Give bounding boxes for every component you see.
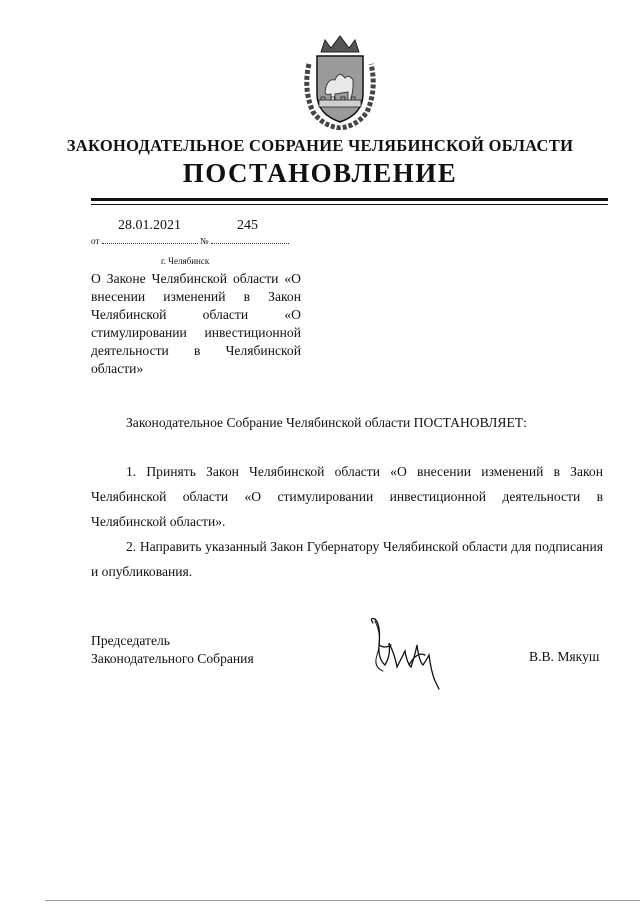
signatory-position-line1: Председатель	[91, 633, 170, 648]
signatory-position	[91, 632, 254, 668]
coat-of-arms-emblem	[299, 34, 381, 130]
date-fill-line	[102, 235, 198, 244]
document-subject: О Законе Челябинской области «О внесении изменений в Закон Челябинской области «О стимулировании инвестиционной деятельности в Челябинской области»	[91, 271, 301, 376]
date-number-line	[91, 235, 289, 246]
preamble-text: Законодательное Собрание Челябинской области ПОСТАНОВЛЯЕТ:	[126, 415, 527, 430]
number-label: №	[199, 236, 209, 246]
handwritten-signature	[365, 615, 455, 695]
paragraph-2: 2. Направить указанный Закон Губернатору Челябинской области для подписания и опубликования.	[91, 539, 603, 579]
document-date: 28.01.2021	[118, 218, 181, 233]
signatory-name: В.В. Мякуш	[529, 649, 600, 664]
header-rule-thin	[91, 204, 608, 205]
number-fill-line	[211, 235, 289, 244]
header-rule-thick	[91, 198, 608, 201]
page-bottom-edge	[45, 900, 640, 901]
document-type-heading: ПОСТАНОВЛЕНИЕ	[182, 158, 458, 188]
city-label: г. Челябинск	[161, 256, 210, 266]
organization-title: ЗАКОНОДАТЕЛЬНОЕ СОБРАНИЕ ЧЕЛЯБИНСКОЙ ОБЛАСТИ	[66, 136, 574, 155]
document-number: 245	[237, 218, 258, 233]
from-label: от	[91, 236, 100, 246]
paragraph-1: 1. Принять Закон Челябинской области «О внесении изменений в Закон Челябинской области «О стимулировании инвестиционной деятельности в Челябинской области».	[91, 464, 603, 529]
signatory-position-line2: Законодательного Собрания	[91, 651, 254, 666]
